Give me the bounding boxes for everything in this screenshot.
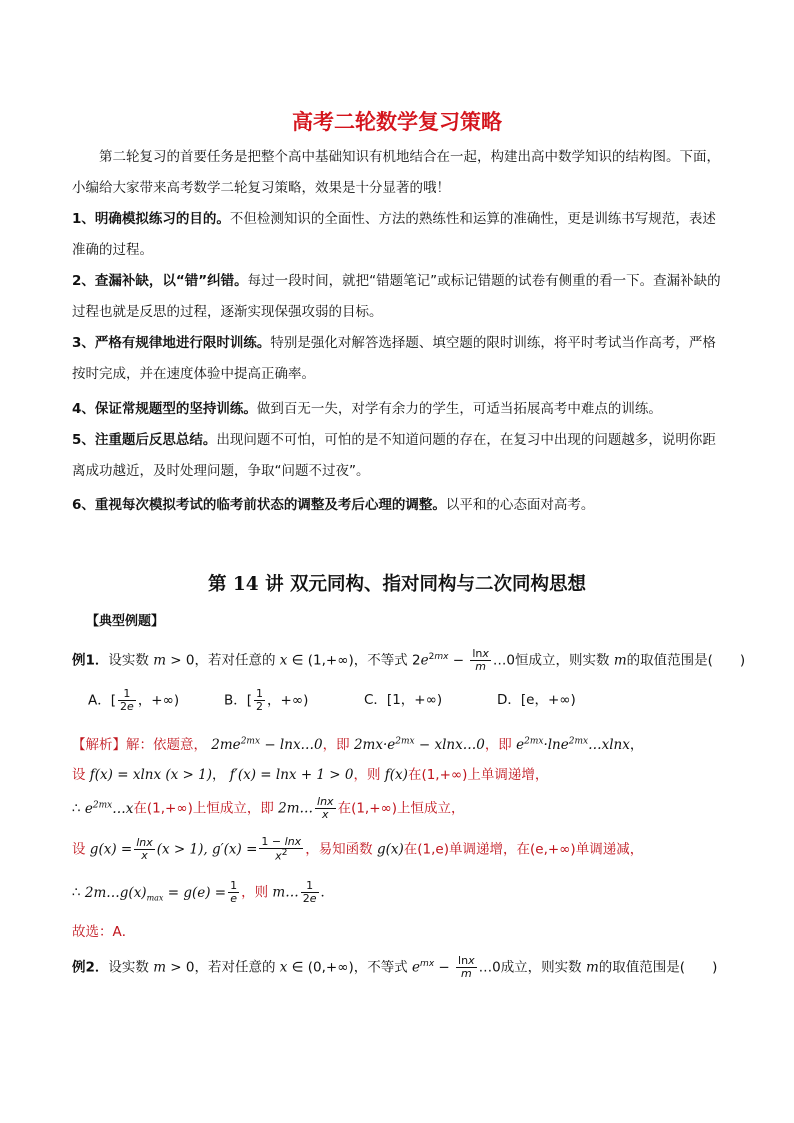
solution-line-1: 【解析】解：依题意， $2me^{2mx}$ − lnx…0，即 $2mx\cdot e^{2mx}$ − xlnx…0，即 $e^{2mx}\cdot\ln e^{2mx}\dots xlnx$，	[72, 736, 644, 753]
tip-2: 2、查漏补缺，以“错”纠错。每过一段时间，就把“错题笔记”或标记错题的试卷有侧重的看一下。查漏补缺的过程也就是反思的过程，逐渐实现保强攻弱的目标。	[72, 273, 721, 320]
example-1-question: 例1．设实数 m > 0，若对任意的 x ∈ (1,+∞)，不等式 $2e^{2mx}$ − $\frac{\ln x}{m}$ …0恒成立，则实数 m的取值范围是( )	[72, 647, 746, 674]
section-title: 第 14 讲 双元同构、指对同构与二次同构思想	[207, 574, 587, 595]
example-2-question: 例2．设实数 m > 0，若对任意的 x ∈ (0,+∞)，不等式 $e^{mx}$ − $\frac{\ln x}{m}$ …0成立，则实数 m的取值范围是( )	[72, 954, 718, 981]
option-c: C．[1，+∞)	[364, 692, 443, 708]
option-a: A．[ $\frac{1}{2e}$ ，+∞)	[88, 687, 180, 714]
option-b: B．[ $\frac{1}{2}$ ，+∞)	[224, 687, 309, 714]
tip-6: 6、重视每次模拟考试的临考前状态的调整及考后心理的调整。以平和的心态面对高考。	[72, 497, 595, 513]
fraction: $\frac{\ln x}{m}$	[472, 647, 489, 674]
doc-title: 高考二轮数学复习策略	[292, 110, 502, 134]
solution-line-4: 设 g(x) = $\frac{\ln x}{x}$ (x > 1), g′(x) = $\frac{1 - \ln x}{x^2}$ ，易知函数 g(x)在(1,e)单调递增，在(e,+∞)单调递减，	[72, 835, 644, 863]
section-tag: 【典型例题】	[86, 614, 165, 629]
solution-line-2: 设 f(x) = xlnx (x > 1)， f′(x) = lnx + 1 > 0，则 f(x)在(1,+∞)上单调递增，	[72, 767, 549, 783]
tip-5: 5、注重题后反思总结。出现问题不可怕，可怕的是不知道问题的存在，在复习中出现的问题越多，说明你距离成功越近，及时处理问题，争取“问题不过夜”。	[72, 432, 716, 479]
option-d: D．[e，+∞)	[497, 692, 576, 708]
solution-answer: 故选：A．	[72, 924, 136, 940]
solution-line-3: ∴ $e^{2mx}\dots x$在(1,+∞)上恒成立，即 2m… $\frac{\ln x}{x}$ 在(1,+∞)上恒成立，	[72, 795, 465, 822]
tip-4: 4、保证常规题型的坚持训练。做到百无一失，对学有余力的学生，可适当拓展高考中难点的训练。	[72, 401, 662, 417]
intro-paragraph: 第二轮复习的首要任务是把整个高中基础知识有机地结合在一起，构建出高中数学知识的结构图。下面，小编给大家带来高考数学二轮复习策略，效果是十分显著的哦！	[72, 149, 720, 196]
tip-3: 3、严格有规律地进行限时训练。特别是强化对解答选择题、填空题的限时训练，将平时考试当作高考，严格按时完成，并在速度体验中提高正确率。	[72, 335, 716, 382]
solution-line-5: ∴ $2m\dots g(x)_{max} = g(e)$ = $\frac{1}{e}$ ，则 m… $\frac{1}{2e}$ ．	[72, 879, 335, 906]
tip-1: 1、明确模拟练习的目的。不但检测知识的全面性、方法的熟练性和运算的准确性，更是训练书写规范，表述准确的过程。	[72, 211, 716, 258]
